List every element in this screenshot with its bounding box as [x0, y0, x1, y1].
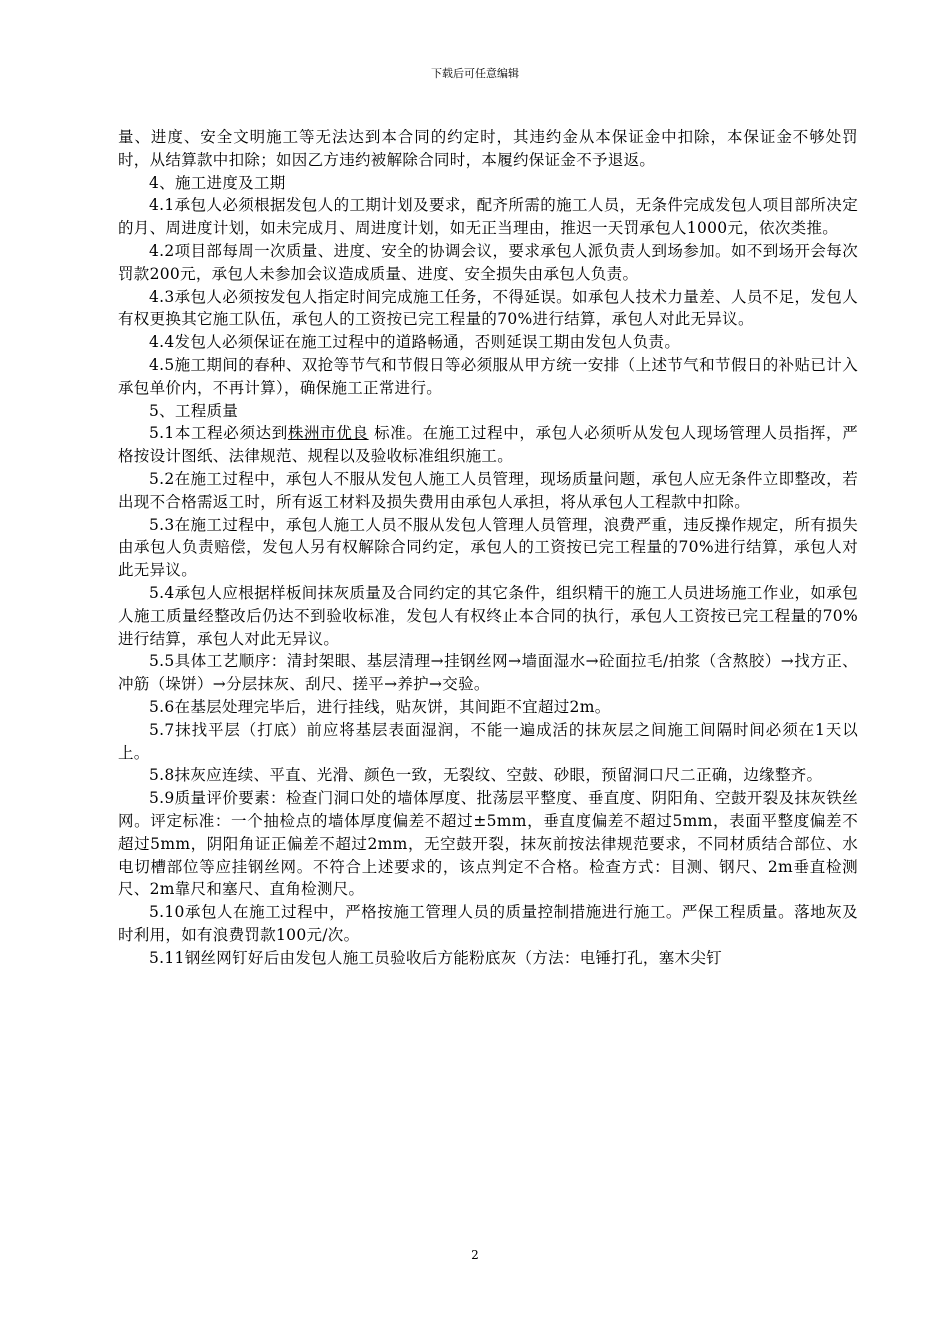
section-heading-schedule: 4、施工进度及工期	[149, 173, 286, 192]
clause-5-3: 5.3在施工过程中，承包人施工人员不服从发包人管理人员管理，浪费严重，违反操作规定，所有损失由承包人负责赔偿，发包人另有权解除合同约定，承包人的工资按已完工程量的70%进行结算，承包人对此无异议。	[118, 515, 858, 580]
clause-5-1-pre: 5.1本工程必须达到	[149, 424, 288, 443]
clause-5-8: 5.8抹灰应连续、平直、光滑、颜色一致，无裂纹、空鼓、砂眼，预留洞口尺二正确，边缘整齐。	[149, 766, 823, 785]
clause-4-2: 4.2项目部每周一次质量、进度、安全的协调会议，要求承包人派负责人到场参加。如不到场开会每次罚款200元，承包人未参加会议造成质量、进度、安全损失由承包人负责。	[118, 241, 858, 283]
clause-5-9: 5.9质量评价要素：检查门洞口处的墙体厚度、批荡层平整度、垂直度、阴阳角、空鼓开裂及抹灰铁丝网。评定标准：一个抽检点的墙体厚度偏差不超过±5mm，垂直度偏差不超过5mm，表面平整度偏差不超过5mm，阴阳角证正偏差不超过2mm，无空鼓开裂，抹灰前按法律规范要求，不同材质结合部位、水电切槽部位等应挂钢丝网。不符合上述要求的，该点判定不合格。检查方式：目测、钢尺、2m垂直检测尺、2m靠尺和塞尺、直角检测尺。	[118, 789, 858, 899]
quality-standard-underlined: 株洲市优良	[287, 424, 369, 443]
page-number: 2	[471, 1248, 479, 1262]
page-header-note: 下载后可任意编辑	[431, 67, 519, 80]
clause-5-6: 5.6在基层处理完毕后，进行挂线，贴灰饼，其间距不宜超过2m。	[149, 697, 611, 716]
clause-5-7: 5.7抹找平层（打底）前应将基层表面湿润，不能一遍成活的抹灰层之间施工间隔时间必须在1天以上。	[118, 720, 858, 762]
clause-5-5: 5.5具体工艺顺序：清封架眼、基层清理→挂钢丝网→墙面湿水→砼面拉毛/拍浆（含熬胶）→找方正、冲筋（垛饼）→分层抹灰、刮尺、搓平→养护→交验。	[118, 652, 858, 694]
clause-5-2: 5.2在施工过程中，承包人不服从发包人施工人员管理，现场质量问题，承包人应无条件立即整改，若出现不合格需返工时，所有返工材料及损失费用由承包人承担，将从承包人工程款中扣除。	[118, 469, 858, 511]
clause-4-1: 4.1承包人必须根据发包人的工期计划及要求，配齐所需的施工人员，无条件完成发包人项目部所决定的月、周进度计划，如未完成月、周进度计划，如无正当理由，推迟一天罚承包人1000元，依次类推。	[118, 196, 858, 238]
clause-5-1-post: 标准。在施工过程中，承包人必须听从发包人现场管理人员指挥，严格按设计图纸、法律规范、规程以及验收标准组织施工。	[118, 424, 858, 466]
section-heading-quality: 5、工程质量	[149, 401, 239, 420]
clause-4-3: 4.3承包人必须按发包人指定时间完成施工任务，不得延误。如承包人技术力量差、人员不足，发包人有权更换其它施工队伍，承包人的工资按已完工程量的70%进行结算，承包人对此无异议。	[118, 287, 858, 329]
clause-5-11: 5.11钢丝网钉好后由发包人施工员验收后方能粉底灰（方法：电锤打孔，塞木尖钉	[149, 948, 722, 967]
clause-4-5: 4.5施工期间的春种、双抢等节气和节假日等必须服从甲方统一安排（上述节气和节假日的补贴已计入承包单价内，不再计算），确保施工正常进行。	[118, 355, 858, 397]
document-body	[118, 126, 858, 969]
clause-5-10: 5.10承包人在施工过程中，严格按施工管理人员的质量控制措施进行施工。严保工程质量。落地灰及时利用，如有浪费罚款100元/次。	[118, 903, 858, 944]
paragraph-continuation: 量、进度、安全文明施工等无法达到本合同的约定时，其违约金从本保证金中扣除，本保证金不够处罚时，从结算款中扣除；如因乙方违约被解除合同时，本履约保证金不予退返。	[118, 128, 858, 169]
clause-5-4: 5.4承包人应根据样板间抹灰质量及合同约定的其它条件，组织精干的施工人员进场施工作业，如承包人施工质量经整改后仍达不到验收标准，发包人有权终止本合同的执行，承包人工资按已完工程量的70%进行结算，承包人对此无异议。	[118, 583, 858, 648]
clause-4-4: 4.4发包人必须保证在施工过程中的道路畅通，否则延误工期由发包人负责。	[149, 333, 681, 352]
clause-5-1	[118, 422, 858, 468]
